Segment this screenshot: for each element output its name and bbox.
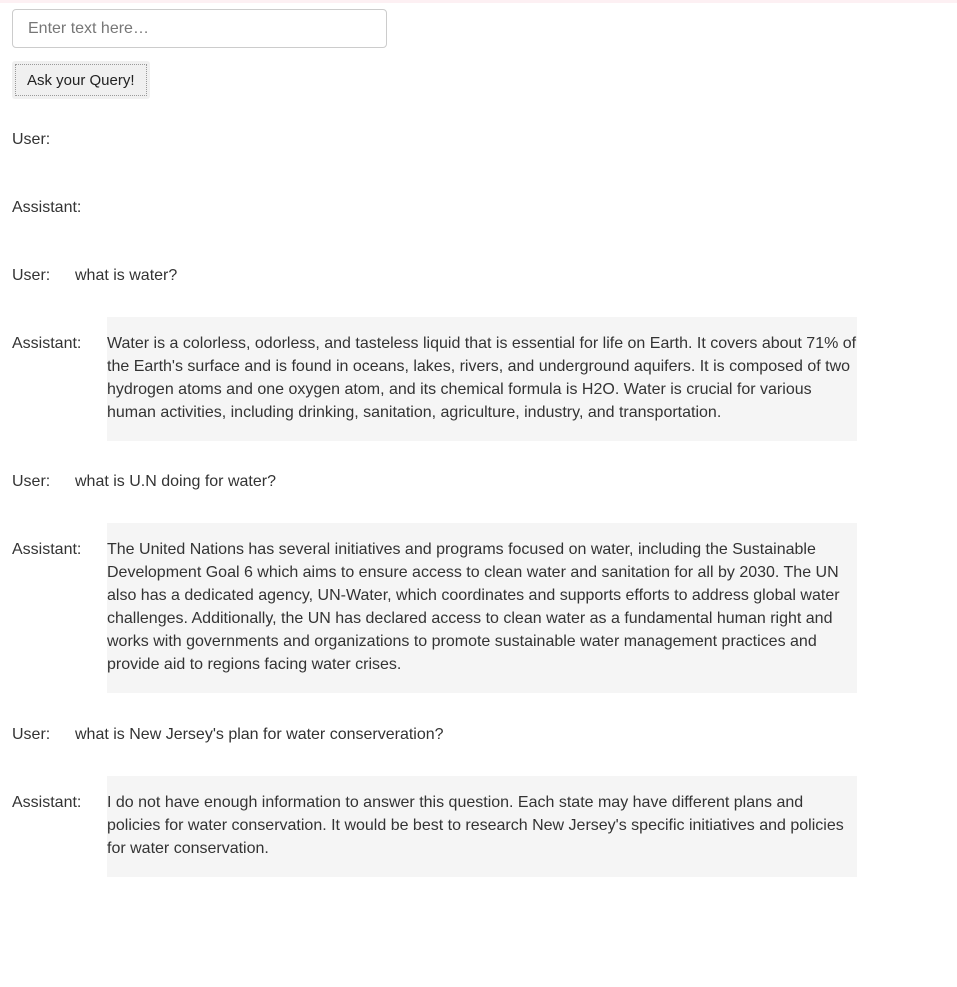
query-input[interactable] — [12, 9, 387, 48]
ask-query-button[interactable] — [12, 61, 150, 99]
user-label: User: — [12, 726, 51, 743]
assistant-message: Water is a colorless, odorless, and tasteless liquid that is essential for life on Earth. It covers about 71% of the Earth's surface and is found in oceans, lakes, rivers, and underground aquifers. It is composed of two hydrogen atoms and one oxygen atom, and its chemical formula is H2O. Water is crucial for various human activities, including drinking, sanitation, agriculture, industry, and transportation. — [107, 317, 857, 441]
assistant-message: I do not have enough information to answer this question. Each state may have different plans and policies for water conservation. It would be best to research New Jersey's specific initiatives and policies for water conservation. — [107, 776, 857, 877]
user-label: User: — [12, 267, 51, 284]
ask-query-button-label: Ask your Query! — [15, 64, 147, 96]
user-label: User: — [12, 473, 51, 490]
user-message: what is water? — [75, 267, 178, 284]
assistant-label: Assistant: — [12, 541, 82, 558]
assistant-message: The United Nations has several initiatives and programs focused on water, including the Sustainable Development Goal 6 which aims to ensure access to clean water and sanitation for all by 2030. The UN also has a dedicated agency, UN-Water, which coordinates and supports efforts to address global water challenges. Additionally, the UN has declared access to clean water as a fundamental human right and works with governments and organizations to promote sustainable water management practices and provide aid to regions facing water crises. — [107, 523, 857, 693]
assistant-label: Assistant: — [12, 335, 82, 352]
user-message: what is U.N doing for water? — [75, 473, 276, 490]
assistant-label: Assistant: — [12, 794, 82, 811]
user-message: what is New Jersey's plan for water conserveration? — [75, 726, 444, 743]
assistant-label: Assistant: — [12, 199, 82, 216]
top-strip — [0, 0, 957, 3]
user-label: User: — [12, 131, 51, 148]
